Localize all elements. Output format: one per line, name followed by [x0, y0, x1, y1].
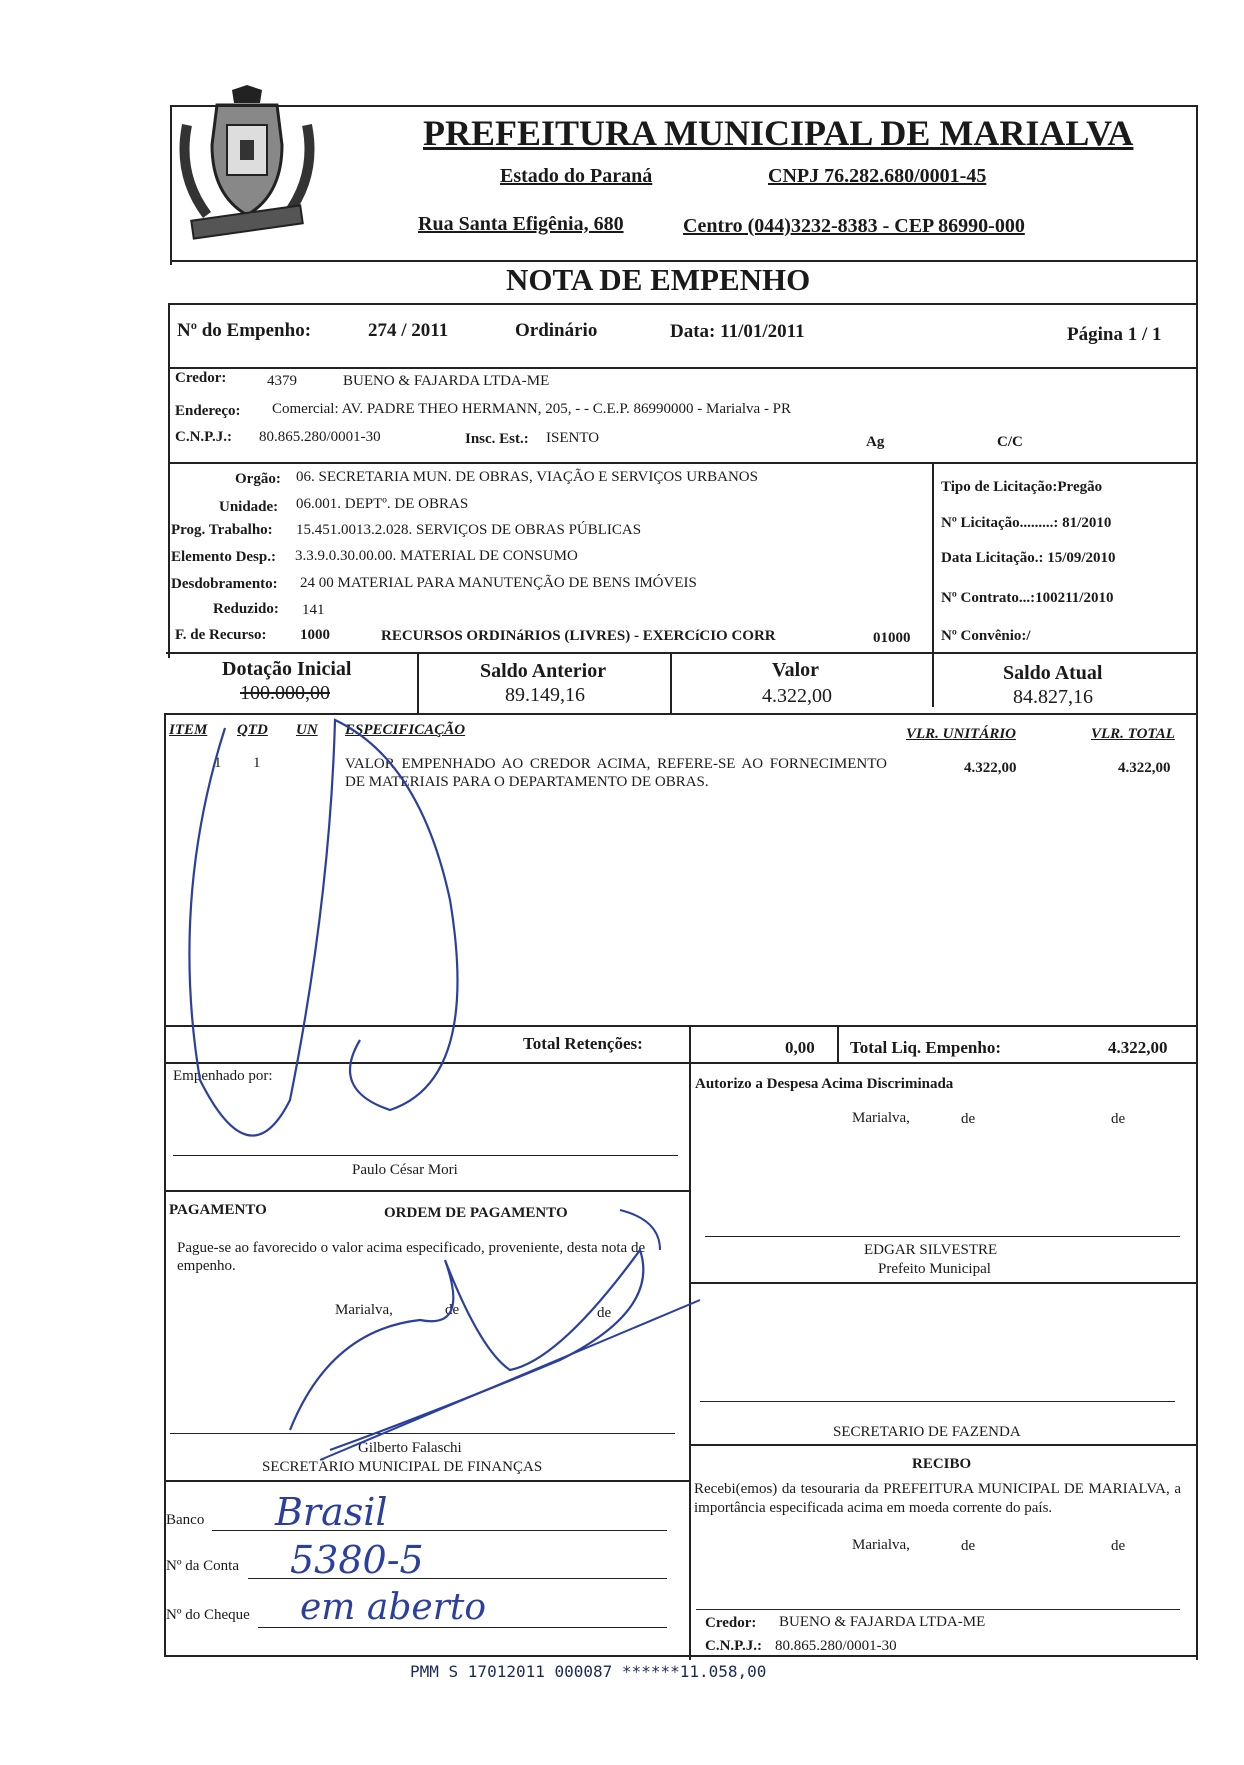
col-total-value: VLR. TOTAL: [1091, 726, 1175, 742]
address-rest: Centro (044)3232-8383 - CEP 86990-000: [683, 215, 1025, 237]
credor-name: BUENO & FAJARDA LTDA-ME: [343, 373, 550, 389]
recibo-de1: de: [961, 1538, 976, 1554]
cheque-handwritten: em aberto: [300, 1587, 487, 1628]
item-number: 1: [214, 755, 222, 771]
banco-label: Banco: [166, 1512, 205, 1528]
dotacao-label: Dotação Inicial: [222, 658, 352, 680]
state-name: Estado do Paraná: [500, 165, 653, 187]
liq-label: Total Liq. Empenho:: [850, 1038, 1001, 1057]
unidade-value: 06.001. DEPTº. DE OBRAS: [296, 496, 469, 512]
account-label: C/C: [997, 434, 1023, 450]
pagamento-label: PAGAMENTO: [169, 1202, 267, 1218]
liq-value: 4.322,00: [1108, 1038, 1168, 1057]
credor-cnpj: 80.865.280/0001-30: [259, 429, 381, 445]
mayor-name: EDGAR SILVESTRE: [864, 1242, 998, 1258]
orgao-value: 06. SECRETARIA MUN. DE OBRAS, VIAÇÃO E SERVIÇOS URBANOS: [296, 469, 758, 485]
page-number: Página 1 / 1: [1067, 324, 1162, 345]
autorizo-de1: de: [961, 1111, 976, 1127]
unidade-label: Unidade:: [219, 499, 279, 515]
cnpj-label: C.N.P.J.:: [175, 429, 232, 445]
reduzido-value: 141: [302, 602, 325, 618]
insc-label: Insc. Est.:: [465, 431, 529, 447]
item-unit-value: 4.322,00: [964, 760, 1017, 776]
elemento-value: 3.3.9.0.30.00.00. MATERIAL DE CONSUMO: [295, 548, 578, 564]
insc-value: ISENTO: [546, 430, 600, 446]
recibo-cnpj-label: C.N.P.J.:: [705, 1638, 762, 1654]
credor-code: 4379: [267, 373, 297, 389]
banco-handwritten: Brasil: [275, 1490, 388, 1534]
col-espec: ESPECIFICAÇÃO: [345, 722, 466, 738]
valor-label: Valor: [772, 659, 820, 681]
col-un: UN: [296, 722, 318, 738]
ordem-label: ORDEM DE PAGAMENTO: [384, 1205, 568, 1221]
col-item: ITEM: [169, 722, 208, 738]
recibo-title: RECIBO: [912, 1456, 972, 1472]
item-qtd: 1: [253, 755, 261, 771]
mayor-role: Prefeito Municipal: [878, 1261, 991, 1277]
coat-of-arms-logo: [172, 85, 322, 250]
pagamento-de2: de: [597, 1305, 612, 1321]
finance-secretary-role: SECRETÁRIO MUNICIPAL DE FINANÇAS: [262, 1459, 543, 1475]
recurso-code: 1000: [300, 627, 330, 643]
saldo-anterior-label: Saldo Anterior: [480, 660, 607, 682]
recibo-text: Recebi(emos) da tesouraria da PREFEITURA MUNICIPAL DE MARIALVA, a importância especificada acima em moeda corrente do país.: [694, 1481, 1181, 1516]
municipality-title: PREFEITURA MUNICIPAL DE MARIALVA: [423, 113, 1134, 153]
empenho-type: Ordinário: [515, 320, 598, 341]
saldo-atual-value: 84.827,16: [1013, 686, 1093, 708]
recurso-num: 01000: [873, 630, 911, 646]
saldo-atual-label: Saldo Atual: [1003, 662, 1103, 684]
pagamento-place: Marialva,: [335, 1302, 393, 1318]
orgao-label: Orgão:: [235, 471, 281, 487]
municipality-cnpj: CNPJ 76.282.680/0001-45: [768, 165, 987, 187]
footer-stamp: PMM S 17012011 000087 ******11.058,00: [410, 1662, 767, 1681]
dotacao-value: 100.000,00: [240, 682, 330, 704]
empenho-label: Nº do Empenho:: [177, 320, 312, 341]
autorizo-title: Autorizo a Despesa Acima Discriminada: [695, 1076, 954, 1092]
licitacao-numero: Nº Licitação.........: 81/2010: [941, 515, 1112, 531]
licitacao-convenio: Nº Convênio:/: [941, 628, 1031, 644]
address-street: Rua Santa Efigênia, 680: [418, 213, 624, 235]
licitacao-contrato: Nº Contrato...:100211/2010: [941, 590, 1114, 606]
recibo-place: Marialva,: [852, 1537, 910, 1553]
empenhado-label: Empenhado por:: [173, 1068, 273, 1084]
licitacao-tipo: Tipo de Licitação:Pregão: [941, 479, 1103, 495]
retencoes-value: 0,00: [785, 1038, 815, 1057]
conta-label: Nº da Conta: [166, 1558, 239, 1574]
recibo-credor-label: Credor:: [705, 1615, 757, 1631]
pagamento-de1: de: [445, 1302, 460, 1318]
recibo-cnpj: 80.865.280/0001-30: [775, 1638, 897, 1654]
recibo-credor: BUENO & FAJARDA LTDA-ME: [779, 1614, 986, 1630]
agency-label: Ag: [866, 434, 885, 450]
empenhado-name: Paulo César Mori: [352, 1162, 458, 1178]
credor-address: Comercial: AV. PADRE THEO HERMANN, 205, - - C.E.P. 86990000 - Marialva - PR: [272, 401, 792, 417]
col-qtd: QTD: [237, 722, 268, 738]
reduzido-label: Reduzido:: [213, 601, 279, 617]
fazenda-label: SECRETARIO DE FAZENDA: [833, 1424, 1021, 1440]
recibo-de2: de: [1111, 1538, 1126, 1554]
elemento-label: Elemento Desp.:: [171, 549, 276, 565]
credor-label: Credor:: [175, 370, 227, 386]
saldo-anterior-value: 89.149,16: [505, 684, 585, 706]
finance-secretary-name: Gilberto Falaschi: [358, 1440, 462, 1456]
autorizo-place: Marialva,: [852, 1110, 910, 1126]
address-label: Endereço:: [175, 403, 241, 419]
empenho-date: Data: 11/01/2011: [670, 321, 805, 342]
licitacao-data: Data Licitação.: 15/09/2010: [941, 550, 1116, 566]
item-description: VALOR EMPENHADO AO CREDOR ACIMA, REFERE-SE AO FORNECIMENTO DE MATERIAIS PARA O DEPARTAMENTO DE OBRAS.: [345, 756, 887, 790]
recurso-name: RECURSOS ORDINáRIOS (LIVRES) - EXERCíCIO CORR: [381, 628, 776, 644]
desdob-value: 24 00 MATERIAL PARA MANUTENÇÃO DE BENS IMÓVEIS: [300, 575, 697, 591]
col-unit-value: VLR. UNITÁRIO: [906, 726, 1017, 742]
prog-label: Prog. Trabalho:: [171, 522, 273, 538]
valor-value: 4.322,00: [762, 685, 832, 707]
empenho-number: 274 / 2011: [368, 320, 449, 341]
desdob-label: Desdobramento:: [171, 576, 278, 592]
conta-handwritten: 5380-5: [290, 1538, 424, 1582]
retencoes-label: Total Retenções:: [523, 1034, 643, 1053]
document-title: NOTA DE EMPENHO: [506, 262, 811, 297]
prog-value: 15.451.0013.2.028. SERVIÇOS DE OBRAS PÚBLICAS: [296, 522, 642, 538]
pagamento-text: Pague-se ao favorecido o valor acima especificado, proveniente, desta nota de empenho.: [177, 1240, 646, 1274]
recurso-label: F. de Recurso:: [175, 627, 267, 643]
item-total-value: 4.322,00: [1118, 760, 1171, 776]
cheque-label: Nº do Cheque: [166, 1607, 250, 1623]
autorizo-de2: de: [1111, 1111, 1126, 1127]
